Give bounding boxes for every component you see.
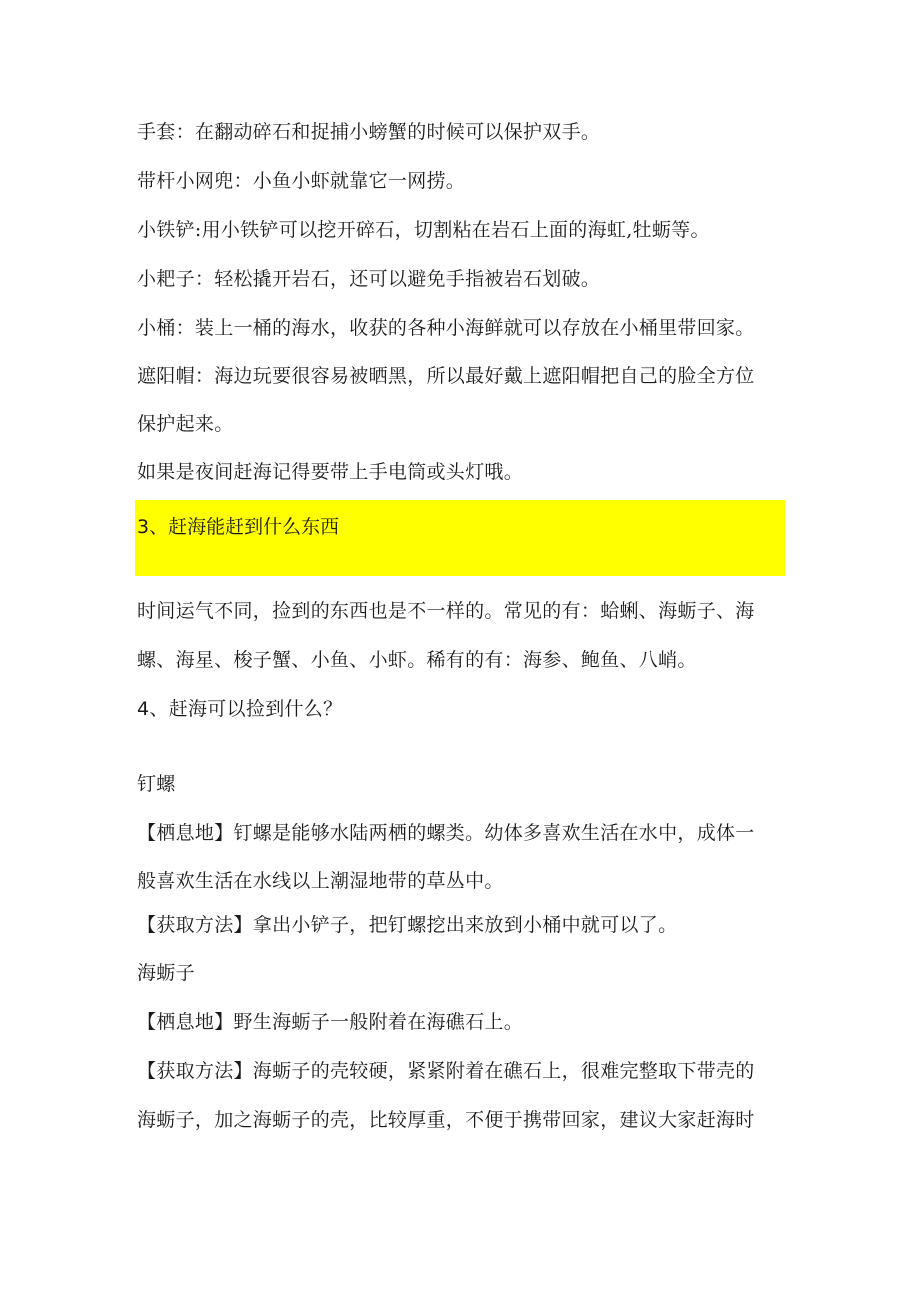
text-line-night: 如果是夜间赶海记得要带上手电筒或头灯哦。 — [137, 461, 524, 483]
text-line-catch-2: 螺、海星、梭子蟹、小鱼、小虾。稀有的有：海参、鲍鱼、八峭。 — [137, 649, 697, 671]
text-line-habitat-3: 【栖息地】野生海蛎子一般附着在海礁石上。 — [137, 1011, 524, 1033]
text-line-shovel: 小铁铲:用小铁铲可以挖开碎石，切割粘在岩石上面的海虹,牡蛎等。 — [137, 219, 710, 241]
text-line-rake: 小耙子：轻松撬开岩石，还可以避免手指被岩石划破。 — [137, 268, 601, 290]
text-line-bucket: 小桶：装上一桶的海水，收获的各种小海鲜就可以存放在小桶里带回家。 — [137, 317, 755, 339]
text-line-sunhat: 遮阳帽：海边玩要很容易被晒黑，所以最好戴上遮阳帽把自己的脸全方位 — [137, 365, 755, 387]
text-line-sunhat-cont: 保护起来。 — [137, 413, 234, 435]
item-title-dingluo: 钉螺 — [137, 773, 176, 795]
text-line-habitat-1: 【栖息地】钉螺是能够水陆两栖的螺类。幼体多喜欢生活在水中，成体一 — [137, 822, 755, 844]
text-line-method-2: 【获取方法】海蛎子的壳较硬，紧紧附着在礁石上，很难完整取下带壳的 — [137, 1060, 755, 1082]
section-heading-3: 3、赶海能赶到什么东西 — [137, 516, 340, 538]
section-heading-4: 4、赶海可以捡到什么？ — [137, 698, 343, 720]
text-line-habitat-2: 般喜欢生活在水线以上潮湿地带的草丛中。 — [137, 870, 504, 892]
text-line-net: 带杆小网兜：小鱼小虾就靠它一网捞。 — [137, 170, 466, 192]
text-line-method-1: 【获取方法】拿出小铲子，把钉螺挖出来放到小桶中就可以了。 — [137, 914, 678, 936]
item-title-oyster: 海蛎子 — [137, 962, 195, 984]
text-line-catch-1: 时间运气不同，捡到的东西也是不一样的。常见的有：蛤蜊、海蛎子、海 — [137, 600, 755, 622]
text-line-gloves: 手套：在翻动碎石和捉捕小螃蟹的时候可以保护双手。 — [137, 121, 601, 143]
text-line-method-3: 海蛎子，加之海蛎子的壳，比较厚重，不便于携带回家，建议大家赶海时 — [137, 1109, 755, 1131]
